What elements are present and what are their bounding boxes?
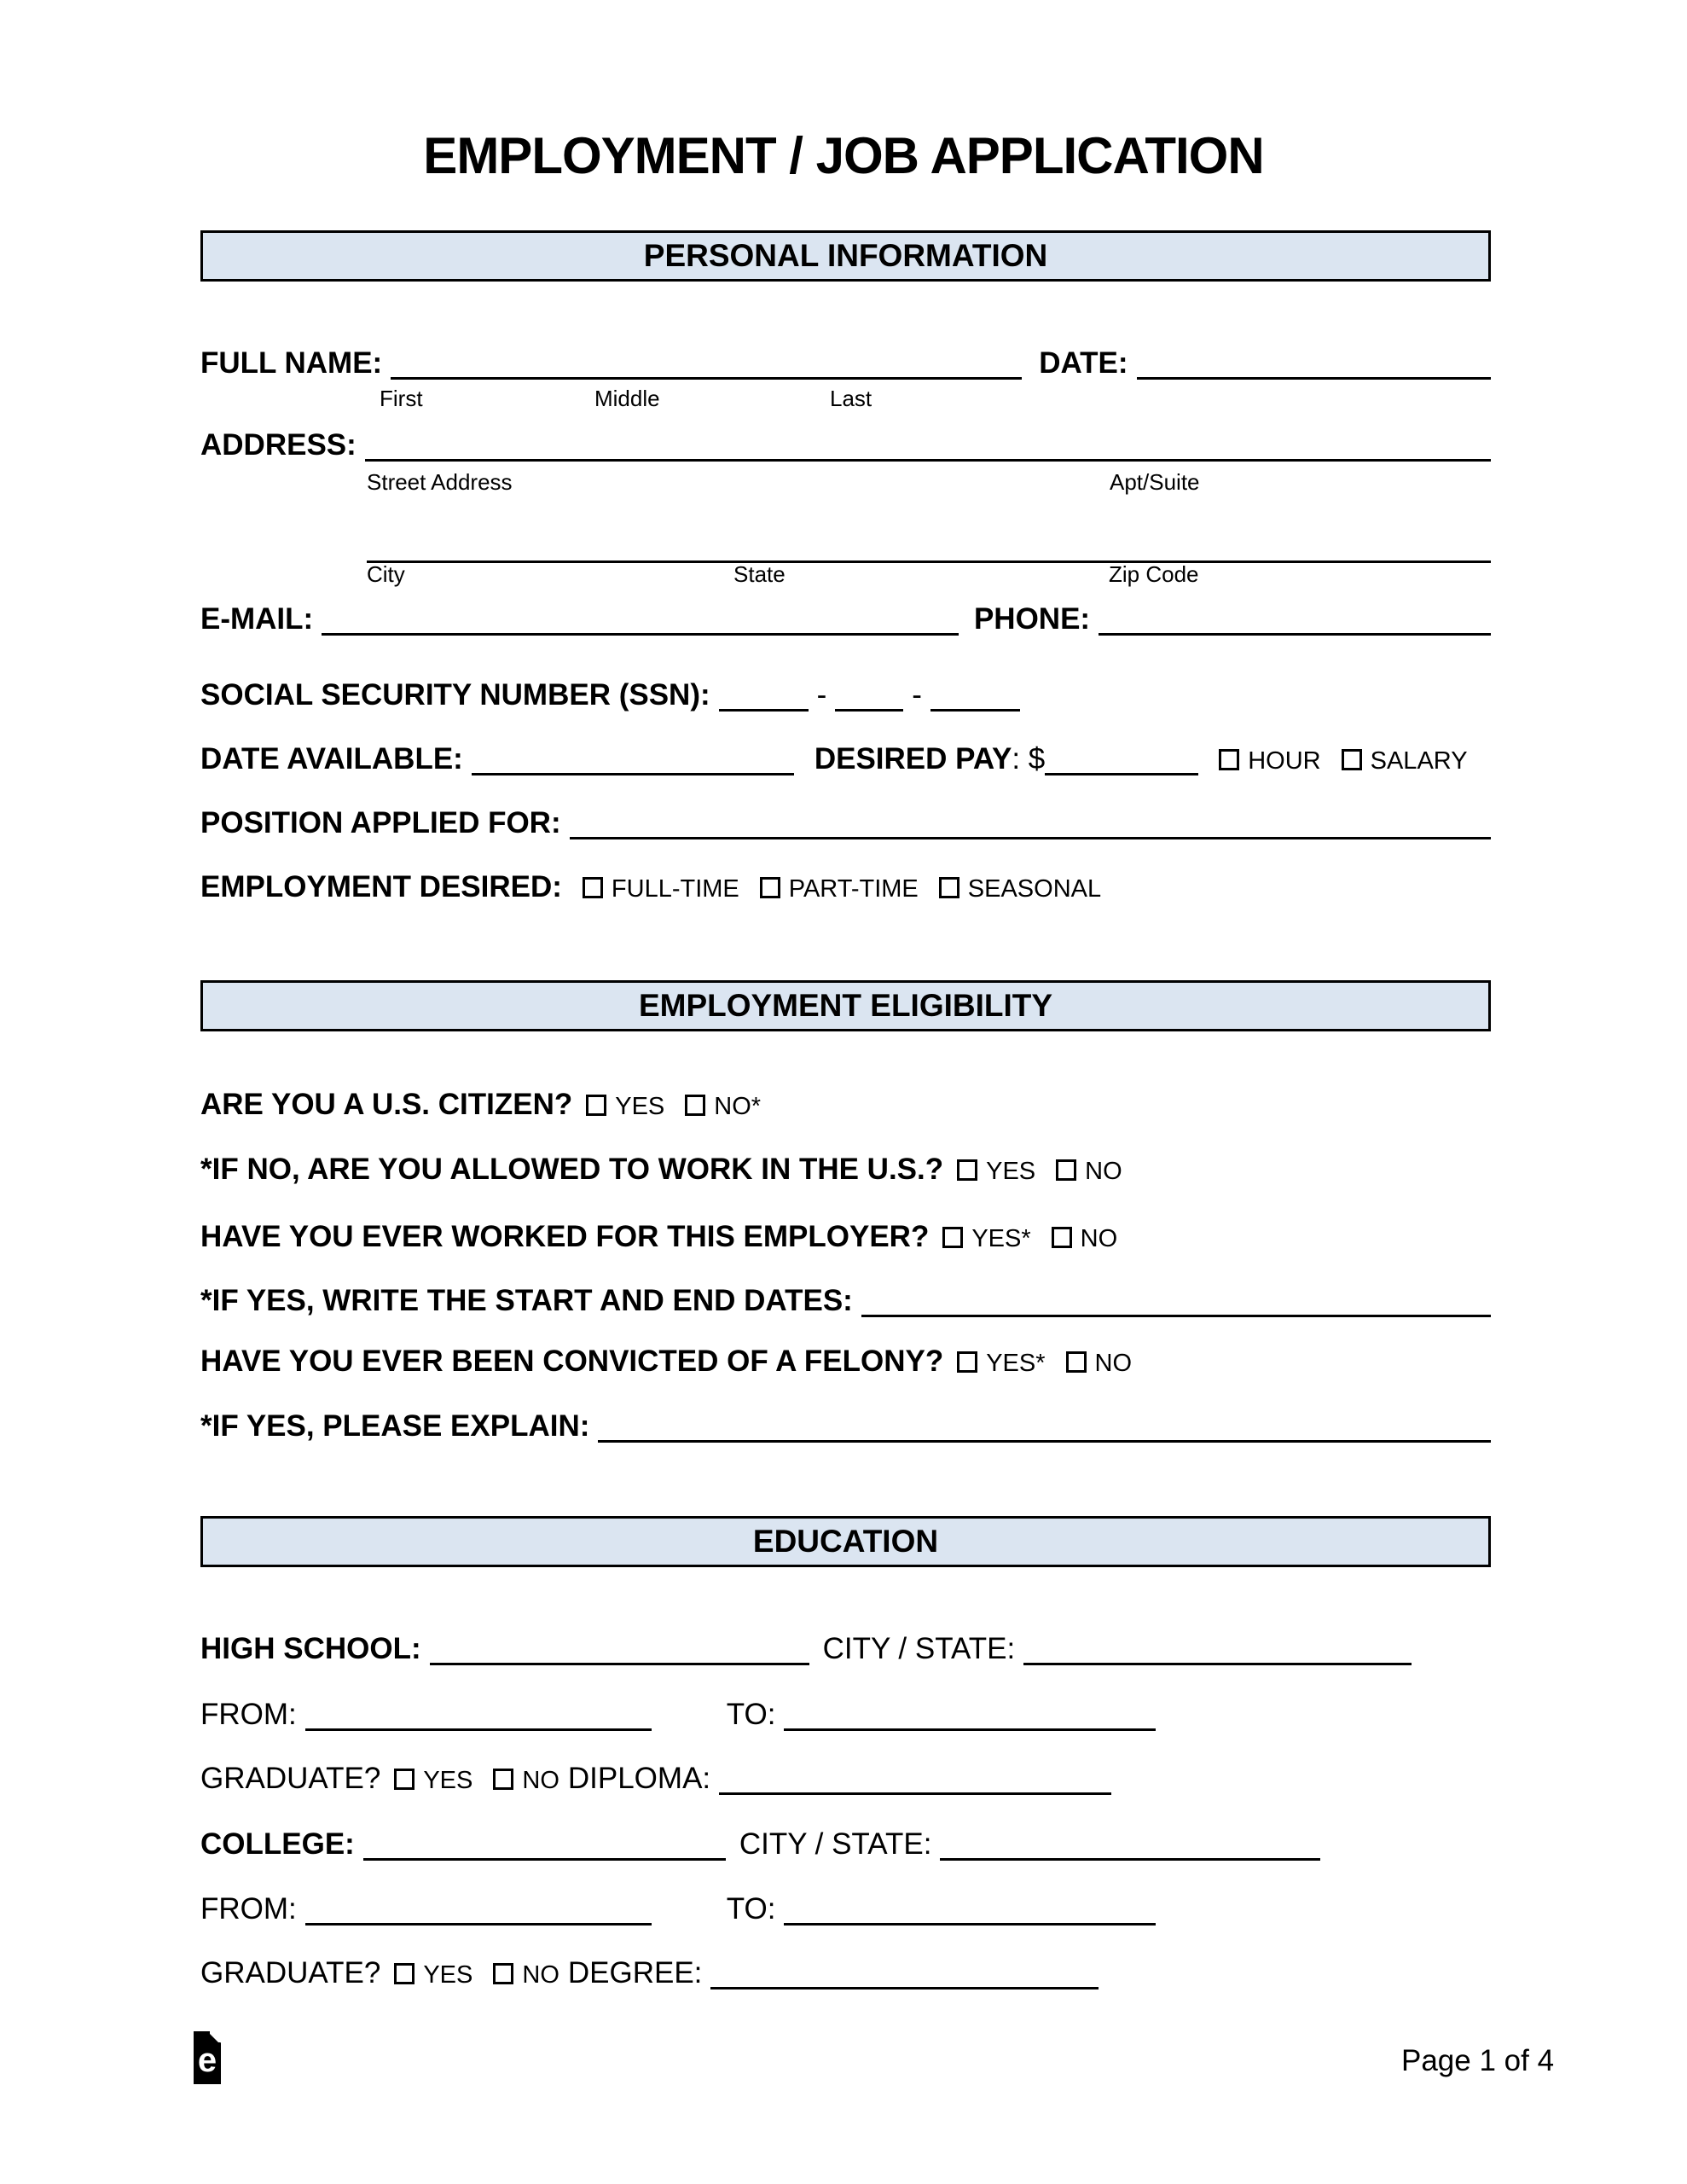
checkbox-worked-yes[interactable]: [942, 1227, 963, 1248]
email-input-line[interactable]: [322, 607, 959, 636]
option-label: YES: [423, 1767, 473, 1794]
question-start-end-dates: [200, 1282, 1491, 1318]
checkbox-allowed-no[interactable]: [1056, 1159, 1076, 1181]
date-available-input-line[interactable]: [472, 747, 794, 775]
desired-pay-label: DESIRED PAY: [814, 742, 1012, 775]
last-sublabel: Last: [830, 386, 872, 411]
checkbox-hs-graduate-yes[interactable]: [394, 1769, 415, 1790]
city-state-label: CITY / STATE:: [822, 1632, 1016, 1665]
college-city-state-input-line[interactable]: [940, 1833, 1320, 1861]
college-label: COLLEGE:: [200, 1827, 355, 1861]
eforms-logo: [194, 2031, 221, 2084]
college-from-to-row: [200, 1891, 1491, 1926]
option-label: YES*: [971, 1225, 1031, 1252]
option-label: NO: [522, 1961, 559, 1989]
checkbox-hour[interactable]: [1219, 749, 1239, 770]
from-label: FROM:: [200, 1892, 297, 1926]
high-school-row: [200, 1630, 1491, 1666]
section-header-employment-eligibility: [200, 980, 1491, 1031]
college-from-input-line[interactable]: [305, 1897, 652, 1926]
checkbox-part-time[interactable]: [760, 877, 780, 898]
ssn-part2-input-line[interactable]: [835, 683, 903, 712]
section-header-label: EDUCATION: [752, 1524, 939, 1559]
email-label: E-MAIL:: [200, 602, 314, 636]
desired-pay-input-line[interactable]: [1045, 747, 1198, 775]
section-header-education: [200, 1516, 1491, 1567]
checkbox-worked-no[interactable]: [1052, 1227, 1072, 1248]
degree-input-line[interactable]: [710, 1961, 1099, 1989]
checkbox-hs-graduate-no[interactable]: [493, 1769, 513, 1790]
ssn-row: [200, 677, 1491, 712]
high-school-graduate-row: [200, 1760, 1491, 1798]
question-text: HAVE YOU EVER WORKED FOR THIS EMPLOYER?: [200, 1220, 930, 1253]
college-row: [200, 1826, 1491, 1862]
question-convicted-felony: [200, 1345, 1491, 1380]
zip-code-sublabel: Zip Code: [1109, 561, 1199, 587]
city-sublabel: City: [367, 561, 405, 587]
question-text: *IF YES, PLEASE EXPLAIN:: [200, 1409, 590, 1443]
name-sublabels: [200, 386, 1491, 411]
part-time-option-label: PART-TIME: [788, 875, 919, 903]
college-input-line[interactable]: [363, 1833, 726, 1861]
section-header-label: PERSONAL INFORMATION: [643, 238, 1048, 273]
state-sublabel: State: [733, 561, 786, 587]
diploma-label: DIPLOMA:: [567, 1762, 711, 1795]
email-phone-row: [200, 601, 1491, 636]
ssn-part3-input-line[interactable]: [930, 683, 1020, 712]
from-label: FROM:: [200, 1698, 297, 1731]
address-label: ADDRESS:: [200, 428, 357, 462]
date-available-pay-row: [200, 741, 1491, 778]
salary-option-label: SALARY: [1370, 747, 1468, 775]
high-school-from-input-line[interactable]: [305, 1703, 652, 1731]
employment-desired-label: EMPLOYMENT DESIRED:: [200, 870, 562, 903]
address-row-2: [367, 528, 1491, 556]
college-to-input-line[interactable]: [784, 1897, 1156, 1926]
question-text: HAVE YOU EVER BEEN CONVICTED OF A FELONY?: [200, 1345, 944, 1378]
apt-suite-sublabel: Apt/Suite: [1110, 469, 1200, 495]
checkbox-seasonal[interactable]: [939, 877, 959, 898]
college-graduate-row: [200, 1955, 1491, 1992]
please-explain-input-line[interactable]: [598, 1414, 1491, 1443]
option-label: NO: [1094, 1350, 1133, 1377]
high-school-label: HIGH SCHOOL:: [200, 1632, 421, 1665]
option-label: YES: [986, 1158, 1036, 1185]
page-title: EMPLOYMENT / JOB APPLICATION: [423, 127, 1264, 184]
high-school-city-state-input-line[interactable]: [1023, 1637, 1412, 1665]
question-allowed-to-work: [200, 1153, 1491, 1188]
graduate-label: GRADUATE?: [200, 1762, 381, 1795]
section-header-personal-information: [200, 230, 1491, 282]
ssn-label: SOCIAL SECURITY NUMBER (SSN):: [200, 678, 710, 712]
high-school-to-input-line[interactable]: [784, 1703, 1156, 1731]
hour-option-label: HOUR: [1248, 747, 1321, 775]
address-sublabels-1: [200, 469, 1491, 495]
checkbox-allowed-yes[interactable]: [957, 1159, 977, 1181]
ssn-separator-2: -: [912, 678, 922, 712]
page-number: Page 1 of 4: [1401, 2044, 1555, 2077]
high-school-input-line[interactable]: [430, 1637, 809, 1665]
first-sublabel: First: [380, 386, 423, 411]
middle-sublabel: Middle: [594, 386, 660, 411]
option-label: NO: [1085, 1158, 1122, 1185]
checkbox-college-graduate-yes[interactable]: [394, 1963, 415, 1984]
option-label: NO: [1080, 1225, 1118, 1252]
question-please-explain: [200, 1408, 1491, 1443]
date-input-line[interactable]: [1137, 351, 1491, 380]
position-applied-label: POSITION APPLIED FOR:: [200, 806, 561, 839]
checkbox-full-time[interactable]: [583, 877, 603, 898]
question-text: *IF NO, ARE YOU ALLOWED TO WORK IN THE U.S.?: [200, 1153, 944, 1186]
date-available-label: DATE AVAILABLE:: [200, 742, 463, 775]
option-label: YES: [615, 1093, 665, 1120]
city-state-label: CITY / STATE:: [739, 1827, 932, 1861]
diploma-input-line[interactable]: [719, 1767, 1111, 1795]
street-address-input-line[interactable]: [365, 433, 1491, 462]
full-name-row: [200, 345, 1491, 380]
ssn-separator-1: -: [816, 678, 827, 712]
full-time-option-label: FULL-TIME: [611, 875, 739, 903]
to-label: TO:: [726, 1698, 776, 1731]
high-school-from-to-row: [200, 1696, 1491, 1732]
section-header-label: EMPLOYMENT ELIGIBILITY: [638, 988, 1053, 1023]
phone-input-line[interactable]: [1099, 607, 1491, 636]
address-sublabels-2: [200, 561, 1491, 587]
checkbox-citizen-yes[interactable]: [586, 1095, 606, 1116]
city-state-zip-input-line[interactable]: [367, 535, 1491, 563]
desired-pay-suffix: : $: [1012, 742, 1046, 775]
option-label: YES*: [986, 1350, 1046, 1377]
address-row: [200, 427, 1491, 462]
seasonal-option-label: SEASONAL: [967, 875, 1102, 903]
start-end-dates-input-line[interactable]: [861, 1289, 1491, 1317]
option-label: NO*: [714, 1093, 762, 1120]
to-label: TO:: [726, 1892, 776, 1926]
checkbox-citizen-no[interactable]: [685, 1095, 705, 1116]
checkbox-salary[interactable]: [1342, 749, 1362, 770]
option-label: NO: [522, 1767, 559, 1794]
street-address-sublabel: Street Address: [367, 469, 513, 495]
graduate-label: GRADUATE?: [200, 1956, 381, 1989]
question-text: *IF YES, WRITE THE START AND END DATES:: [200, 1284, 853, 1317]
position-applied-row: [200, 804, 1491, 840]
date-label: DATE:: [1039, 346, 1128, 380]
checkbox-felony-yes[interactable]: [957, 1351, 977, 1373]
question-text: ARE YOU A U.S. CITIZEN?: [200, 1088, 573, 1121]
position-applied-input-line[interactable]: [570, 811, 1491, 839]
logo-letter: e: [197, 2042, 217, 2079]
question-us-citizen: [200, 1088, 1491, 1124]
full-name-label: FULL NAME:: [200, 346, 383, 380]
employment-desired-row: [200, 870, 1491, 906]
full-name-input-line[interactable]: [391, 351, 1022, 380]
checkbox-felony-no[interactable]: [1066, 1351, 1087, 1373]
phone-label: PHONE:: [973, 602, 1091, 636]
question-worked-for-employer: [200, 1220, 1491, 1256]
degree-label: DEGREE:: [567, 1956, 703, 1989]
ssn-part1-input-line[interactable]: [719, 683, 809, 712]
option-label: YES: [423, 1961, 473, 1989]
checkbox-college-graduate-no[interactable]: [493, 1963, 513, 1984]
